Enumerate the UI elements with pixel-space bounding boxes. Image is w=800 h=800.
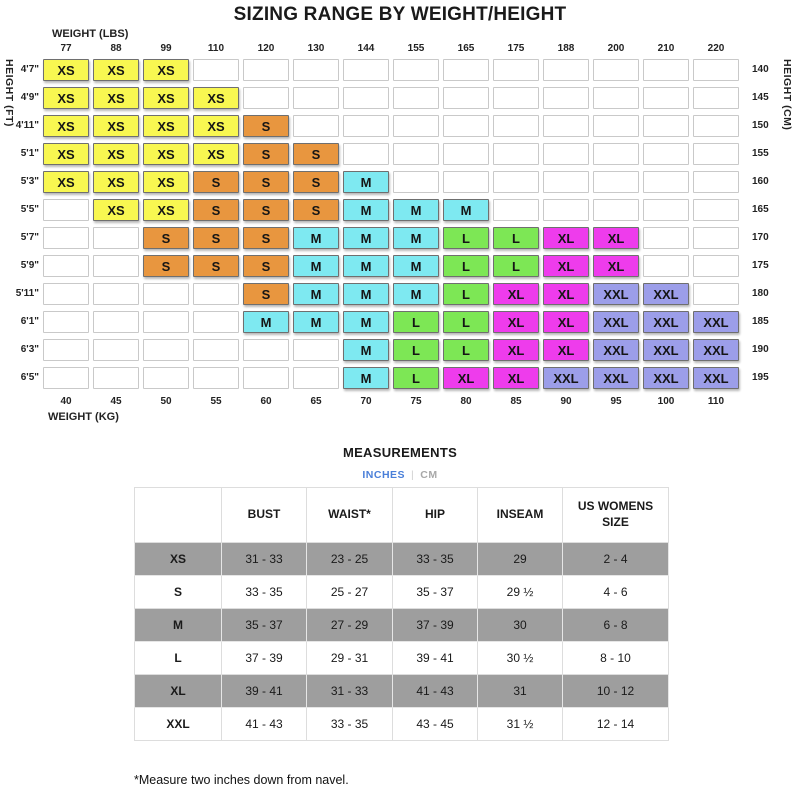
table-row-m [135,609,669,642]
height-cm-tick: 195 [752,372,769,383]
measurement-cell: 31 ½ [478,708,563,741]
height-ft-tick: 5'3" [20,176,39,187]
measurement-cell: 41 - 43 [393,675,478,708]
empty-cell [343,115,389,137]
measurement-cell: 41 - 43 [222,708,307,741]
measurement-cell: 37 - 39 [393,609,478,642]
weight-lbs-tick: 155 [407,43,425,54]
size-cell-m: M [293,227,339,249]
empty-cell [693,115,739,137]
empty-cell [493,87,539,109]
column-header: BUST [222,488,307,543]
height-cm-tick: 155 [752,148,769,159]
size-cell-xs: XS [193,87,239,109]
height-ft-tick: 5'9" [20,260,39,271]
size-label-cell: L [135,642,222,675]
weight-lbs-tick: 210 [657,43,675,54]
size-cell-s: S [243,283,289,305]
size-cell-m: M [343,199,389,221]
size-cell-xl: XL [493,311,539,333]
size-cell-s: S [243,115,289,137]
empty-cell [443,59,489,81]
size-grid [43,59,739,389]
empty-cell [143,283,189,305]
measurement-cell: 33 - 35 [393,543,478,576]
empty-cell [43,283,89,305]
size-cell-s: S [293,171,339,193]
column-header: US WOMENS SIZE [563,488,669,543]
weight-lbs-tick: 200 [607,43,625,54]
height-cm-tick: 185 [752,316,769,327]
empty-cell [693,199,739,221]
empty-cell [593,59,639,81]
column-header: WAIST* [307,488,393,543]
size-cell-s: S [293,143,339,165]
size-cell-xl: XL [543,227,589,249]
weight-kg-tick: 90 [560,396,572,407]
empty-cell [193,283,239,305]
empty-cell [693,227,739,249]
measurement-cell: 35 - 37 [222,609,307,642]
size-cell-xs: XS [43,87,89,109]
size-cell-m: M [393,199,439,221]
measurement-cell: 29 [478,543,563,576]
size-cell-xs: XS [93,199,139,221]
size-cell-l: L [393,367,439,389]
page-title: SIZING RANGE BY WEIGHT/HEIGHT [233,4,567,25]
size-cell-xxl: XXL [643,339,689,361]
empty-cell [693,143,739,165]
size-cell-xxl: XXL [593,283,639,305]
empty-cell [693,255,739,277]
weight-lbs-tick: 120 [257,43,275,54]
weight-kg-tick: 70 [360,396,372,407]
size-cell-l: L [443,283,489,305]
empty-cell [593,199,639,221]
size-label-cell: XXL [135,708,222,741]
empty-cell [493,115,539,137]
empty-cell [543,143,589,165]
measurement-cell: 29 ½ [478,576,563,609]
weight-lbs-tick-row [43,43,739,54]
measurement-cell: 43 - 45 [393,708,478,741]
weight-lbs-tick: 175 [507,43,525,54]
weight-kg-tick: 40 [60,396,72,407]
size-cell-s: S [243,227,289,249]
column-header [135,488,222,543]
height-ft-tick: 6'5" [20,372,39,383]
size-cell-s: S [193,227,239,249]
measurement-cell: 30 [478,609,563,642]
empty-cell [393,171,439,193]
empty-cell [43,255,89,277]
size-cell-xxl: XXL [693,367,739,389]
table-row-s [135,576,669,609]
empty-cell [543,171,589,193]
empty-cell [193,367,239,389]
size-cell-m: M [293,283,339,305]
empty-cell [93,255,139,277]
table-row-l [135,642,669,675]
size-cell-xxl: XXL [643,283,689,305]
measurement-cell: 31 [478,675,563,708]
height-ft-tick: 5'11" [15,288,39,299]
measurement-cell: 8 - 10 [563,642,669,675]
empty-cell [43,339,89,361]
size-cell-xxl: XXL [693,311,739,333]
weight-lbs-tick: 220 [707,43,725,54]
empty-cell [643,227,689,249]
empty-cell [243,87,289,109]
height-cm-tick: 170 [752,232,769,243]
empty-cell [243,367,289,389]
empty-cell [343,143,389,165]
measurement-cell: 35 - 37 [393,576,478,609]
empty-cell [443,143,489,165]
size-cell-m: M [443,199,489,221]
size-cell-s: S [193,171,239,193]
height-cm-tick: 175 [752,260,769,271]
size-cell-l: L [443,227,489,249]
height-cm-tick: 165 [752,204,769,215]
empty-cell [193,311,239,333]
empty-cell [593,143,639,165]
measurement-cell: 37 - 39 [222,642,307,675]
measurement-cell: 33 - 35 [307,708,393,741]
size-cell-xxl: XXL [643,311,689,333]
empty-cell [243,59,289,81]
empty-cell [693,87,739,109]
weight-lbs-tick: 77 [60,43,72,54]
empty-cell [643,59,689,81]
measurement-cell: 4 - 6 [563,576,669,609]
size-cell-m: M [293,255,339,277]
empty-cell [393,115,439,137]
size-cell-xl: XL [443,367,489,389]
column-header: INSEAM [478,488,563,543]
size-cell-s: S [243,199,289,221]
size-cell-xl: XL [493,367,539,389]
empty-cell [643,171,689,193]
size-cell-xs: XS [143,199,189,221]
empty-cell [293,339,339,361]
empty-cell [343,87,389,109]
size-cell-xl: XL [543,283,589,305]
empty-cell [93,283,139,305]
table-row-xs [135,543,669,576]
empty-cell [143,339,189,361]
size-cell-xs: XS [43,59,89,81]
empty-cell [193,59,239,81]
size-label-cell: M [135,609,222,642]
size-cell-l: L [443,339,489,361]
size-cell-l: L [493,227,539,249]
weight-kg-tick: 65 [310,396,322,407]
size-cell-s: S [143,227,189,249]
empty-cell [393,87,439,109]
empty-cell [443,171,489,193]
weight-lbs-tick: 110 [207,43,225,54]
measurement-cell: 10 - 12 [563,675,669,708]
table-header-row [135,488,669,543]
empty-cell [43,199,89,221]
units-separator: | [411,469,415,481]
empty-cell [543,87,589,109]
empty-cell [543,59,589,81]
measurement-cell: 12 - 14 [563,708,669,741]
empty-cell [593,87,639,109]
size-cell-xl: XL [543,255,589,277]
size-cell-xs: XS [93,87,139,109]
weight-lbs-tick: 130 [307,43,325,54]
height-ft-tick: 4'7" [20,64,39,75]
height-ft-tick: 4'9" [20,92,39,103]
size-label-cell: S [135,576,222,609]
units-toggle [0,469,800,481]
size-cell-xs: XS [43,143,89,165]
measurement-cell: 25 - 27 [307,576,393,609]
weight-kg-axis-label: WEIGHT (KG) [48,411,119,423]
measurements-title: MEASUREMENTS [342,445,458,460]
weight-lbs-tick: 144 [357,43,375,54]
empty-cell [643,143,689,165]
size-cell-xl: XL [593,255,639,277]
column-header: HIP [393,488,478,543]
size-cell-m: M [343,283,389,305]
weight-kg-tick: 55 [210,396,222,407]
empty-cell [693,171,739,193]
measurement-cell: 39 - 41 [393,642,478,675]
empty-cell [93,227,139,249]
size-cell-xl: XL [543,311,589,333]
measurement-cell: 30 ½ [478,642,563,675]
measurement-cell: 29 - 31 [307,642,393,675]
height-ft-tick: 6'1" [20,316,39,327]
size-cell-xs: XS [93,143,139,165]
weight-kg-tick-row [43,396,739,407]
size-cell-xs: XS [193,143,239,165]
size-cell-s: S [193,199,239,221]
empty-cell [193,339,239,361]
weight-kg-tick: 75 [410,396,422,407]
measurements-table [134,487,669,741]
height-ft-tick: 5'1" [20,148,39,159]
height-ft-axis-label: HEIGHT (FT) [3,59,15,127]
size-cell-l: L [493,255,539,277]
height-cm-axis-label: HEIGHT (CM) [781,59,793,131]
weight-kg-tick: 95 [610,396,622,407]
size-cell-xl: XL [493,339,539,361]
empty-cell [593,115,639,137]
size-cell-s: S [293,199,339,221]
weight-kg-tick: 60 [260,396,272,407]
size-cell-xs: XS [143,59,189,81]
size-cell-xl: XL [493,283,539,305]
empty-cell [343,59,389,81]
empty-cell [93,339,139,361]
measurement-cell: 27 - 29 [307,609,393,642]
size-cell-xs: XS [143,87,189,109]
height-ft-tick: 4'11" [15,120,39,131]
measurement-cell: 31 - 33 [307,675,393,708]
empty-cell [393,143,439,165]
weight-lbs-tick: 99 [160,43,172,54]
empty-cell [493,59,539,81]
size-label-cell: XS [135,543,222,576]
size-cell-m: M [243,311,289,333]
size-cell-m: M [393,227,439,249]
size-cell-m: M [343,339,389,361]
size-cell-l: L [443,255,489,277]
weight-kg-tick: 110 [707,396,725,407]
size-cell-m: M [393,255,439,277]
measurements-table-body [135,543,669,741]
empty-cell [643,115,689,137]
empty-cell [143,367,189,389]
measurements-table-head [135,488,669,543]
size-cell-s: S [193,255,239,277]
size-cell-m: M [343,311,389,333]
size-cell-m: M [343,171,389,193]
size-cell-xs: XS [193,115,239,137]
empty-cell [693,59,739,81]
size-cell-xxl: XXL [593,367,639,389]
empty-cell [93,311,139,333]
size-cell-s: S [243,143,289,165]
units-inches-link[interactable]: INCHES [362,469,406,481]
size-cell-l: L [393,339,439,361]
height-ft-tick: 6'3" [20,344,39,355]
measurement-cell: 33 - 35 [222,576,307,609]
measurement-cell: 39 - 41 [222,675,307,708]
empty-cell [593,171,639,193]
empty-cell [143,311,189,333]
size-cell-m: M [393,283,439,305]
weight-lbs-axis-label: WEIGHT (LBS) [52,28,129,40]
size-cell-m: M [343,227,389,249]
size-cell-xxl: XXL [593,339,639,361]
size-cell-xxl: XXL [693,339,739,361]
weight-kg-tick: 100 [657,396,675,407]
weight-kg-tick: 80 [460,396,472,407]
empty-cell [643,87,689,109]
empty-cell [543,115,589,137]
size-cell-m: M [343,367,389,389]
empty-cell [293,115,339,137]
size-cell-m: M [293,311,339,333]
size-cell-s: S [143,255,189,277]
height-cm-tick: 140 [752,64,769,75]
height-cm-tick: 190 [752,344,769,355]
size-cell-xl: XL [543,339,589,361]
weight-kg-tick: 50 [160,396,172,407]
height-ft-tick: 5'5" [20,204,39,215]
size-label-cell: XL [135,675,222,708]
table-row-xxl [135,708,669,741]
empty-cell [243,339,289,361]
size-cell-m: M [343,255,389,277]
size-cell-xs: XS [143,143,189,165]
height-cm-tick: 150 [752,120,769,131]
size-cell-l: L [393,311,439,333]
size-cell-xxl: XXL [593,311,639,333]
size-cell-xxl: XXL [543,367,589,389]
weight-lbs-tick: 188 [557,43,575,54]
measurement-cell: 2 - 4 [563,543,669,576]
empty-cell [43,311,89,333]
measurement-cell: 31 - 33 [222,543,307,576]
empty-cell [93,367,139,389]
weight-kg-tick: 85 [510,396,522,407]
empty-cell [293,367,339,389]
size-cell-xxl: XXL [643,367,689,389]
waist-footnote: *Measure two inches down from navel. [134,773,349,787]
empty-cell [543,199,589,221]
empty-cell [43,367,89,389]
height-ft-tick: 5'7" [20,232,39,243]
weight-lbs-tick: 165 [457,43,475,54]
size-cell-xs: XS [143,115,189,137]
empty-cell [493,199,539,221]
size-cell-xs: XS [93,115,139,137]
empty-cell [693,283,739,305]
size-cell-s: S [243,255,289,277]
weight-kg-tick: 45 [110,396,122,407]
size-cell-xs: XS [43,171,89,193]
empty-cell [293,87,339,109]
measurement-cell: 23 - 25 [307,543,393,576]
size-cell-s: S [243,171,289,193]
size-cell-xs: XS [93,171,139,193]
size-cell-xs: XS [93,59,139,81]
table-row-xl [135,675,669,708]
empty-cell [493,143,539,165]
height-cm-tick: 145 [752,92,769,103]
empty-cell [293,59,339,81]
empty-cell [43,227,89,249]
size-cell-xl: XL [593,227,639,249]
size-cell-xs: XS [43,115,89,137]
size-cell-l: L [443,311,489,333]
measurement-cell: 6 - 8 [563,609,669,642]
weight-lbs-tick: 88 [110,43,122,54]
size-cell-xs: XS [143,171,189,193]
empty-cell [393,59,439,81]
empty-cell [443,87,489,109]
empty-cell [643,255,689,277]
empty-cell [643,199,689,221]
empty-cell [443,115,489,137]
height-cm-tick: 160 [752,176,769,187]
height-cm-tick: 180 [752,288,769,299]
units-cm-link[interactable]: CM [420,469,438,481]
empty-cell [493,171,539,193]
